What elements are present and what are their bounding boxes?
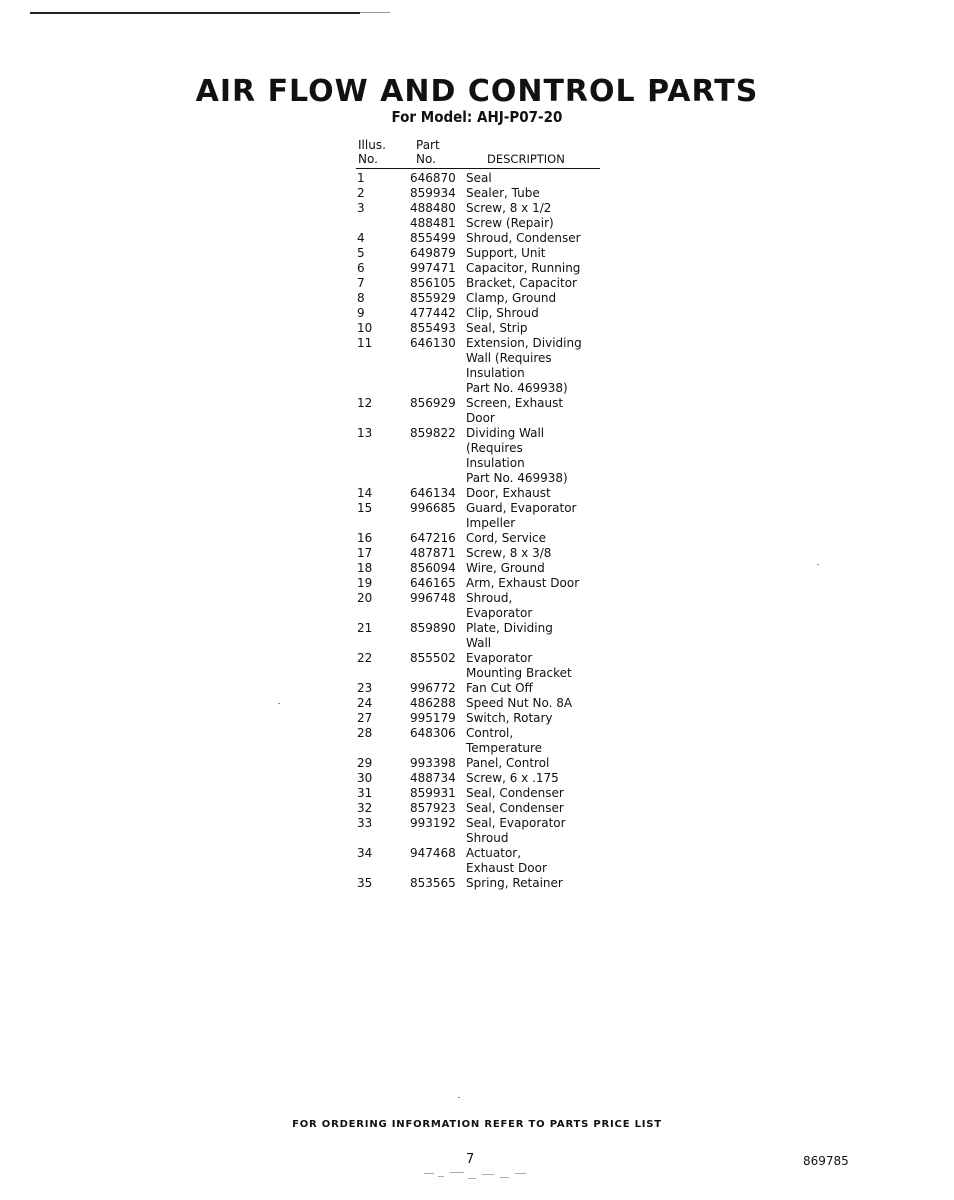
description-cell: Control,	[466, 726, 514, 740]
illus-no-cell	[356, 831, 410, 846]
description-cell: Shroud	[466, 831, 509, 845]
table-row	[356, 681, 600, 696]
illus-no-cell	[356, 666, 410, 681]
description-cell: Temperature	[466, 741, 543, 755]
header-part-label: Part	[416, 138, 440, 152]
part-no-cell: 947468	[410, 846, 456, 860]
table-row	[356, 456, 600, 471]
table-row	[356, 831, 600, 846]
part-no-cell: 855929	[410, 291, 456, 305]
description-cell: Sealer, Tube	[466, 186, 540, 200]
part-no-cell: 649879	[410, 246, 456, 260]
table-row	[356, 786, 600, 801]
part-no-cell: 487871	[410, 546, 456, 560]
part-no-cell	[410, 636, 466, 651]
part-no-cell: 477442	[410, 306, 456, 320]
part-no-cell	[410, 861, 466, 876]
table-row	[356, 546, 600, 561]
illus-no-cell: 9	[357, 306, 365, 320]
part-no-cell	[410, 471, 466, 486]
description-cell: Screw, 6 x .175	[466, 771, 559, 785]
illus-no-cell: 23	[357, 681, 373, 695]
description-cell: Guard, Evaporator	[466, 501, 577, 515]
table-row	[356, 441, 600, 456]
description-cell: Speed Nut No. 8A	[466, 696, 573, 710]
description-cell: Capacitor, Running	[466, 261, 581, 275]
table-row	[356, 801, 600, 816]
part-no-cell: 646165	[410, 576, 456, 590]
description-cell: Screw, 8 x 1/2	[466, 201, 552, 215]
description-cell: Plate, Dividing	[466, 621, 553, 635]
illus-no-cell	[356, 381, 410, 396]
description-cell: Screw (Repair)	[466, 216, 554, 230]
description-cell: Clamp, Ground	[466, 291, 557, 305]
description-cell: Part No. 469938)	[466, 381, 568, 395]
table-row	[356, 426, 600, 441]
table-row	[356, 816, 600, 831]
illus-no-cell	[356, 456, 410, 471]
part-no-cell: 855502	[410, 651, 456, 665]
part-no-cell: 857923	[410, 801, 456, 815]
table-row	[356, 651, 600, 666]
part-no-cell: 856929	[410, 396, 456, 410]
illus-no-cell: 34	[357, 846, 373, 860]
description-cell: Screen, Exhaust	[466, 396, 564, 410]
part-no-cell: 996748	[410, 591, 456, 605]
scan-noise	[420, 1170, 540, 1182]
table-row	[356, 261, 600, 276]
part-no-cell	[410, 366, 466, 381]
table-row	[356, 561, 600, 576]
description-cell: Part No. 469938)	[466, 471, 568, 485]
table-row	[356, 186, 600, 201]
illus-no-cell: 8	[357, 291, 365, 305]
table-row	[356, 291, 600, 306]
illus-no-cell: 2	[357, 186, 365, 200]
description-cell: Shroud, Condenser	[466, 231, 581, 245]
illus-no-cell: 13	[357, 426, 373, 440]
table-row	[356, 411, 600, 426]
description-cell: Seal, Condenser	[466, 801, 564, 815]
header-description: DESCRIPTION	[487, 152, 565, 166]
table-row	[356, 711, 600, 726]
description-cell: Insulation	[466, 366, 525, 380]
part-no-cell: 646134	[410, 486, 456, 500]
description-cell: (Requires	[466, 441, 523, 455]
illus-no-cell	[356, 606, 410, 621]
header-part-no-label: No.	[416, 152, 436, 166]
illus-no-cell: 20	[357, 591, 373, 605]
illus-no-cell	[356, 216, 410, 231]
part-no-cell: 859890	[410, 621, 456, 635]
part-no-cell	[410, 831, 466, 846]
table-body	[356, 169, 600, 891]
description-cell: Seal, Strip	[466, 321, 528, 335]
header-illus-no-label: No.	[358, 152, 378, 166]
illus-no-cell: 7	[357, 276, 365, 290]
table-row	[356, 366, 600, 381]
description-cell: Wall	[466, 636, 492, 650]
illus-no-cell	[356, 351, 410, 366]
description-cell: Shroud,	[466, 591, 513, 605]
table-row	[356, 486, 600, 501]
description-cell: Arm, Exhaust Door	[466, 576, 580, 590]
description-cell: Dividing Wall	[466, 426, 545, 440]
table-row	[356, 876, 600, 891]
header-illus-no	[358, 138, 386, 166]
table-header	[356, 137, 600, 169]
description-cell: Evaporator	[466, 606, 533, 620]
description-cell: Spring, Retainer	[466, 876, 563, 890]
table-row	[356, 501, 600, 516]
document-number: 869785	[803, 1154, 849, 1168]
table-row	[356, 306, 600, 321]
illus-no-cell	[356, 441, 410, 456]
part-no-cell: 488734	[410, 771, 456, 785]
illus-no-cell	[356, 366, 410, 381]
part-no-cell: 997471	[410, 261, 456, 275]
part-no-cell	[410, 381, 466, 396]
part-no-cell	[410, 666, 466, 681]
description-cell: Exhaust Door	[466, 861, 547, 875]
description-cell: Seal, Evaporator	[466, 816, 566, 830]
part-no-cell: 488480	[410, 201, 456, 215]
illus-no-cell: 32	[357, 801, 373, 815]
description-cell: Impeller	[466, 516, 516, 530]
part-no-cell: 995179	[410, 711, 456, 725]
illus-no-cell: 33	[357, 816, 373, 830]
table-row	[356, 381, 600, 396]
part-no-cell: 855499	[410, 231, 456, 245]
table-row	[356, 531, 600, 546]
description-cell: Insulation	[466, 456, 525, 470]
description-cell: Panel, Control	[466, 756, 550, 770]
illus-no-cell: 22	[357, 651, 373, 665]
table-row	[356, 756, 600, 771]
model-subtitle: For Model: AHJ-P07-20	[391, 108, 563, 126]
illus-no-cell: 16	[357, 531, 373, 545]
top-rule	[30, 12, 360, 14]
part-no-cell: 488481	[410, 216, 456, 230]
table-row	[356, 726, 600, 741]
illus-no-cell: 21	[357, 621, 373, 635]
table-row	[356, 516, 600, 531]
illus-no-cell: 28	[357, 726, 373, 740]
table-row	[356, 246, 600, 261]
table-row	[356, 276, 600, 291]
description-cell: Seal, Condenser	[466, 786, 564, 800]
header-illus-label: Illus.	[358, 138, 386, 152]
table-row	[356, 861, 600, 876]
scan-speck	[458, 1097, 460, 1098]
illus-no-cell: 31	[357, 786, 373, 800]
part-no-cell	[410, 516, 466, 531]
table-row	[356, 591, 600, 606]
illus-no-cell	[356, 411, 410, 426]
part-no-cell: 853565	[410, 876, 456, 890]
illus-no-cell: 17	[357, 546, 373, 560]
illus-no-cell: 11	[357, 336, 373, 350]
page-number: 7	[466, 1152, 475, 1167]
part-no-cell: 859931	[410, 786, 456, 800]
description-cell: Evaporator	[466, 651, 533, 665]
part-no-cell	[410, 411, 466, 426]
table-row	[356, 336, 600, 351]
part-no-cell: 993192	[410, 816, 456, 830]
illus-no-cell	[356, 861, 410, 876]
illus-no-cell: 4	[357, 231, 365, 245]
table-row	[356, 396, 600, 411]
table-row	[356, 621, 600, 636]
table-row	[356, 171, 600, 186]
table-row	[356, 696, 600, 711]
part-no-cell: 993398	[410, 756, 456, 770]
illus-no-cell: 15	[357, 501, 373, 515]
scan-speck	[278, 703, 280, 704]
table-row	[356, 846, 600, 861]
description-cell: Door	[466, 411, 495, 425]
description-cell: Door, Exhaust	[466, 486, 551, 500]
description-cell: Extension, Dividing	[466, 336, 582, 350]
illus-no-cell: 10	[357, 321, 373, 335]
part-no-cell: 855493	[410, 321, 456, 335]
description-cell: Wall (Requires	[466, 351, 552, 365]
part-no-cell: 647216	[410, 531, 456, 545]
part-no-cell: 859934	[410, 186, 456, 200]
page-title: AIR FLOW AND CONTROL PARTS	[195, 74, 759, 109]
table-row	[356, 576, 600, 591]
table-row	[356, 216, 600, 231]
part-no-cell: 856105	[410, 276, 456, 290]
part-no-cell	[410, 441, 466, 456]
part-no-cell	[410, 456, 466, 471]
description-cell: Fan Cut Off	[466, 681, 533, 695]
illus-no-cell: 27	[357, 711, 373, 725]
ordering-info-note: FOR ORDERING INFORMATION REFER TO PARTS PRICE LIST	[292, 1119, 662, 1130]
illus-no-cell: 1	[357, 171, 365, 185]
part-no-cell: 646130	[410, 336, 456, 350]
table-row	[356, 351, 600, 366]
table-row	[356, 471, 600, 486]
part-no-cell	[410, 351, 466, 366]
illus-no-cell: 19	[357, 576, 373, 590]
illus-no-cell: 18	[357, 561, 373, 575]
illus-no-cell	[356, 741, 410, 756]
illus-no-cell: 24	[357, 696, 373, 710]
description-cell: Mounting Bracket	[466, 666, 572, 680]
part-no-cell: 996772	[410, 681, 456, 695]
part-no-cell: 648306	[410, 726, 456, 740]
table-row	[356, 636, 600, 651]
illus-no-cell: 29	[357, 756, 373, 770]
description-cell: Clip, Shroud	[466, 306, 539, 320]
header-part-no	[416, 138, 440, 166]
description-cell: Support, Unit	[466, 246, 546, 260]
part-no-cell: 486288	[410, 696, 456, 710]
illus-no-cell: 35	[357, 876, 373, 890]
part-no-cell: 996685	[410, 501, 456, 515]
description-cell: Switch, Rotary	[466, 711, 553, 725]
scan-speck	[817, 564, 819, 565]
table-row	[356, 231, 600, 246]
description-cell: Screw, 8 x 3/8	[466, 546, 552, 560]
illus-no-cell: 6	[357, 261, 365, 275]
illus-no-cell: 30	[357, 771, 373, 785]
description-cell: Actuator,	[466, 846, 522, 860]
illus-no-cell	[356, 636, 410, 651]
illus-no-cell: 5	[357, 246, 365, 260]
illus-no-cell: 14	[357, 486, 373, 500]
table-row	[356, 321, 600, 336]
part-no-cell	[410, 606, 466, 621]
illus-no-cell: 12	[357, 396, 373, 410]
table-row	[356, 606, 600, 621]
table-row	[356, 741, 600, 756]
part-no-cell: 646870	[410, 171, 456, 185]
part-no-cell: 859822	[410, 426, 456, 440]
illus-no-cell: 3	[357, 201, 365, 215]
table-row	[356, 666, 600, 681]
description-cell: Bracket, Capacitor	[466, 276, 577, 290]
table-row	[356, 771, 600, 786]
description-cell: Seal	[466, 171, 492, 185]
part-no-cell: 856094	[410, 561, 456, 575]
illus-no-cell	[356, 471, 410, 486]
table-row	[356, 201, 600, 216]
description-cell: Cord, Service	[466, 531, 547, 545]
parts-table	[356, 137, 600, 891]
illus-no-cell	[356, 516, 410, 531]
part-no-cell	[410, 741, 466, 756]
description-cell: Wire, Ground	[466, 561, 545, 575]
